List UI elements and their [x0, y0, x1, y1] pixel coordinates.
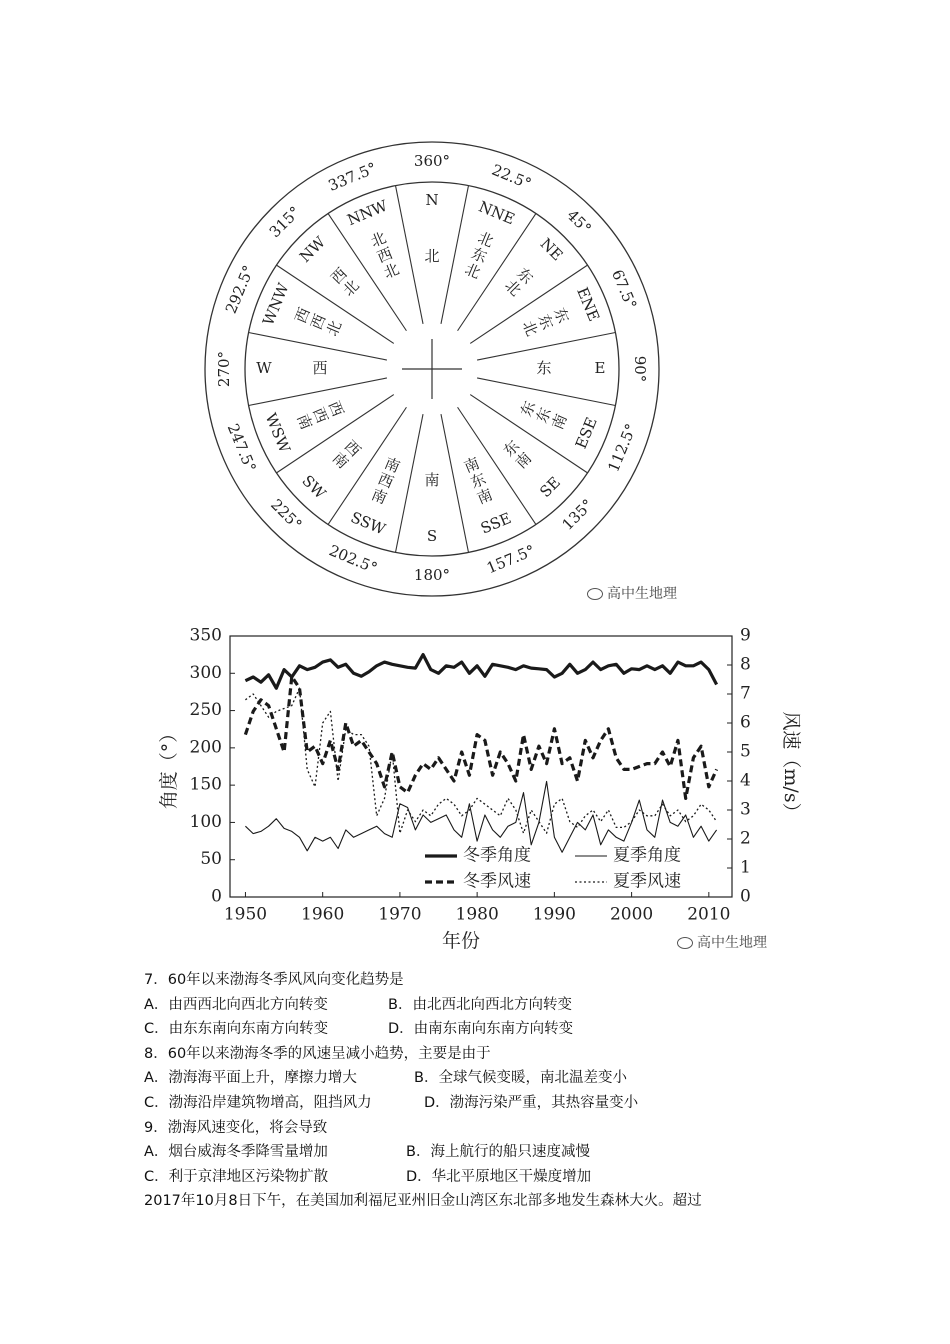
direction-abbr: W — [256, 359, 272, 377]
degree-label: 202.5° — [326, 541, 380, 578]
sector-divider — [477, 378, 615, 406]
question-block — [144, 968, 864, 1214]
y-left-axis-title: 角度（°） — [158, 723, 180, 810]
direction-chinese-char: 南 — [293, 411, 316, 433]
y-left-tick-label: 0 — [211, 886, 222, 907]
option-d: D．华北平原地区干燥度增加 — [406, 1168, 592, 1185]
direction-abbr: NW — [296, 233, 329, 266]
direction-chinese-char: 南 — [381, 453, 403, 477]
x-tick-label: 1990 — [532, 904, 577, 925]
y-right-tick-label: 0 — [740, 886, 751, 907]
direction-chinese-char: 南 — [548, 411, 571, 433]
direction-chinese — [368, 228, 402, 282]
option-b: B．海上航行的船只速度减慢 — [406, 1144, 590, 1161]
direction-abbr: SSW — [348, 508, 389, 539]
watermark-text: 高中生地理 — [607, 586, 677, 602]
direction-chinese — [462, 228, 496, 282]
direction-chinese-char: 南 — [424, 471, 440, 489]
sector-divider — [396, 186, 424, 324]
direction-chinese — [517, 398, 571, 432]
y-right-tick-label: 9 — [740, 625, 751, 646]
direction-abbr: ENE — [573, 284, 604, 324]
x-tick-label: 2000 — [609, 904, 654, 925]
options-row — [144, 1165, 864, 1190]
direction-chinese-char: 东 — [536, 359, 552, 377]
degree-label: 292.5° — [221, 262, 258, 317]
degree-label: 225° — [267, 495, 306, 534]
degree-label: 112.5° — [604, 421, 641, 475]
direction-chinese-char: 北 — [368, 228, 389, 251]
option-b: B．由北西北向西北方向转变 — [388, 996, 572, 1013]
direction-chinese-char: 西 — [291, 305, 314, 326]
direction-chinese-char: 南 — [511, 448, 536, 473]
y-right-tick-label: 1 — [740, 857, 751, 878]
y-right-tick-label: 3 — [740, 799, 751, 820]
direction-abbr: S — [426, 527, 438, 545]
legend-label: 夏季角度 — [613, 845, 681, 866]
direction-abbr: WSW — [261, 410, 294, 456]
direction-chinese-char: 西 — [375, 469, 397, 492]
legend-label: 冬季角度 — [463, 845, 531, 866]
direction-abbr: ESE — [571, 414, 601, 452]
y-right-tick-label: 5 — [740, 741, 751, 762]
wind-line-chart — [150, 620, 810, 965]
direction-abbr: NNW — [344, 196, 391, 230]
wind-direction-rose — [150, 115, 710, 615]
direction-chinese-char: 东 — [534, 311, 557, 333]
options-row — [144, 1066, 864, 1091]
direction-abbr: N — [425, 191, 439, 209]
wechat-icon — [587, 588, 603, 600]
degree-label: 337.5° — [325, 158, 380, 195]
sector-divider — [249, 378, 387, 406]
direction-chinese — [327, 264, 362, 299]
direction-chinese-char: 西 — [307, 311, 330, 333]
direction-chinese — [501, 264, 536, 299]
direction-chinese-char: 东 — [499, 436, 524, 461]
direction-chinese — [424, 471, 439, 489]
y-left-tick-label: 100 — [189, 811, 222, 832]
direction-abbr: E — [594, 359, 606, 377]
legend-label: 冬季风速 — [463, 871, 531, 892]
direction-chinese — [291, 305, 345, 339]
option-a: A．渤海海平面上升，摩擦力增大 — [144, 1070, 357, 1087]
legend-label: 夏季风速 — [613, 871, 681, 892]
degree-label: 45° — [563, 206, 595, 238]
degree-label: 180° — [413, 566, 451, 584]
direction-chinese-char: 东 — [532, 404, 555, 426]
option-c: C．由东东南向东南方向转变 — [144, 1021, 329, 1038]
sector-divider — [249, 333, 387, 361]
x-tick-label: 1970 — [378, 904, 422, 925]
y-right-tick-label: 4 — [740, 770, 751, 791]
series-line — [245, 688, 716, 833]
direction-chinese-char: 西 — [327, 264, 351, 288]
direction-chinese — [500, 437, 535, 472]
watermark-bottom — [677, 932, 767, 952]
direction-chinese-char: 西 — [324, 398, 348, 420]
direction-chinese — [369, 454, 403, 508]
series-line — [245, 655, 716, 689]
direction-chinese-char: 北 — [518, 318, 542, 339]
direction-chinese — [424, 247, 439, 265]
y-left-tick-label: 250 — [189, 700, 222, 721]
options-row — [144, 1091, 864, 1116]
y-left-tick-label: 150 — [189, 774, 222, 795]
option-d: D．由南东南向东南方向转变 — [388, 1021, 574, 1038]
degree-label: 135° — [558, 495, 597, 534]
series-line — [245, 781, 716, 852]
watermark-top — [587, 583, 677, 603]
x-tick-label: 1960 — [301, 904, 345, 925]
direction-chinese-char: 东 — [468, 244, 490, 267]
y-right-tick-label: 6 — [740, 712, 751, 733]
direction-chinese-char: 北 — [462, 259, 483, 283]
direction-chinese-char: 东 — [467, 469, 489, 492]
degree-label: 22.5° — [489, 160, 534, 193]
y-left-tick-label: 200 — [189, 737, 222, 758]
direction-chinese — [461, 454, 495, 508]
direction-chinese-char: 北 — [381, 259, 402, 283]
sector-divider — [441, 414, 469, 552]
option-d: D．渤海污染严重，其热容量变小 — [424, 1094, 639, 1111]
option-c: C．渤海沿岸建筑物增高，阻挡风力 — [144, 1094, 372, 1111]
sector-divider — [477, 333, 615, 361]
y-left-tick-label: 300 — [189, 662, 222, 683]
direction-chinese — [312, 359, 327, 377]
options-row — [144, 1017, 864, 1042]
question-9: 9．渤海风速变化，将会导致 — [144, 1119, 328, 1136]
degree-label: 360° — [413, 152, 451, 170]
direction-chinese — [329, 437, 364, 472]
direction-chinese — [536, 359, 551, 377]
direction-abbr: WNW — [259, 280, 293, 329]
degree-label: 157.5° — [484, 541, 538, 578]
wechat-icon — [677, 937, 693, 949]
sector-divider — [441, 186, 469, 324]
y-right-tick-label: 2 — [740, 828, 751, 849]
y-right-tick-label: 7 — [740, 683, 751, 704]
option-a: A．由西西北向西北方向转变 — [144, 996, 328, 1013]
direction-chinese-char: 东 — [550, 305, 573, 326]
direction-chinese-char: 西 — [312, 359, 328, 377]
x-axis-title: 年份 — [441, 930, 481, 952]
x-tick-label: 2010 — [687, 904, 731, 925]
direction-abbr: NNE — [476, 197, 518, 229]
x-tick-label: 1950 — [223, 904, 268, 925]
degree-label: 90° — [631, 355, 649, 383]
direction-chinese-char: 南 — [328, 448, 353, 473]
direction-abbr: SE — [536, 473, 564, 501]
degree-label: 247.5° — [223, 421, 260, 475]
direction-chinese-char: 北 — [424, 247, 440, 265]
degree-label: 67.5° — [608, 267, 641, 312]
degree-label: 270° — [215, 350, 233, 388]
direction-chinese-char: 北 — [475, 228, 496, 251]
direction-chinese-char: 西 — [309, 404, 332, 426]
option-b: B．全球气候变暖，南北温差变小 — [414, 1070, 627, 1087]
direction-chinese-char: 南 — [474, 485, 496, 508]
direction-chinese-char: 北 — [322, 318, 346, 339]
direction-chinese-char: 西 — [374, 244, 396, 267]
direction-chinese — [293, 398, 347, 432]
direction-chinese-char: 东 — [516, 398, 540, 420]
passage-text: 2017年10月8日下午，在美国加利福尼亚州旧金山湾区东北部多地发生森林大火。超过 — [144, 1193, 702, 1210]
direction-chinese-char: 西 — [340, 436, 365, 461]
y-right-tick-label: 8 — [740, 654, 751, 675]
y-left-tick-label: 50 — [200, 849, 222, 870]
direction-chinese-char: 北 — [501, 276, 525, 300]
direction-chinese-char: 北 — [339, 276, 363, 300]
sector-divider — [396, 414, 424, 552]
y-right-axis-title: 风速（m/s） — [780, 711, 802, 822]
y-left-tick-label: 350 — [189, 625, 222, 646]
question-8: 8．60年以来渤海冬季的风速呈减小趋势，主要是由于 — [144, 1045, 491, 1062]
options-row — [144, 993, 864, 1018]
options-row — [144, 1140, 864, 1165]
direction-chinese-char: 南 — [461, 453, 483, 477]
direction-chinese-char: 南 — [368, 485, 390, 508]
x-tick-label: 1980 — [455, 904, 499, 925]
option-a: A．烟台威海冬季降雪量增加 — [144, 1144, 328, 1161]
direction-abbr: SSE — [478, 508, 514, 538]
direction-chinese-char: 东 — [513, 264, 537, 288]
watermark-text: 高中生地理 — [697, 935, 767, 951]
direction-abbr: SW — [298, 471, 330, 503]
direction-abbr: NE — [536, 234, 567, 265]
option-c: C．利于京津地区污染物扩散 — [144, 1168, 329, 1185]
degree-label: 315° — [265, 202, 305, 242]
direction-chinese — [519, 305, 573, 339]
question-7: 7．60年以来渤海冬季风风向变化趋势是 — [144, 972, 404, 988]
